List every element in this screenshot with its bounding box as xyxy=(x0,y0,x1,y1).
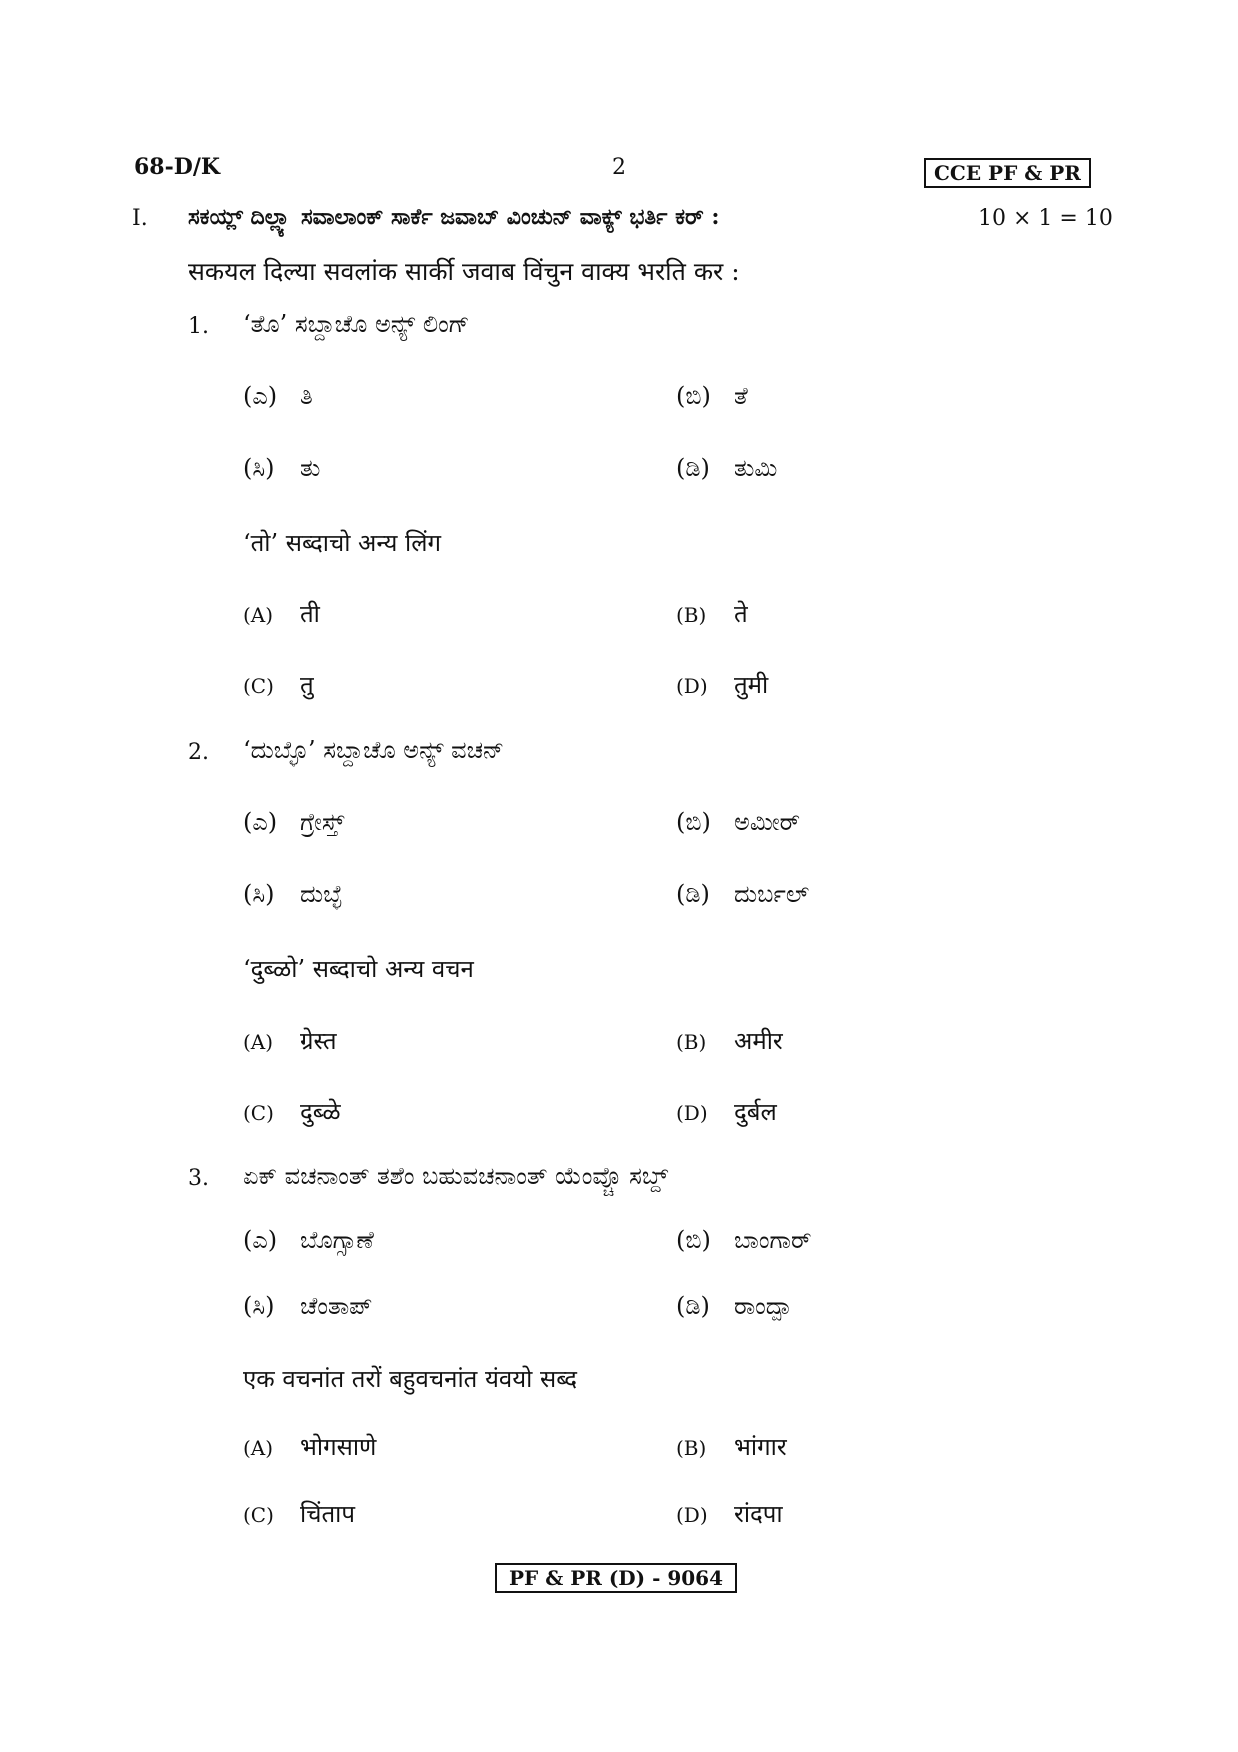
option-text: चिंताप xyxy=(300,1500,355,1528)
option-text: ती xyxy=(300,600,320,628)
option-text: तु xyxy=(300,671,314,699)
option-text: दुब्ळे xyxy=(300,1098,341,1126)
option-label: (A) xyxy=(243,603,274,627)
option-label: (ಬಿ) xyxy=(676,382,711,410)
footer-code-box: PF & PR (D) - 9064 xyxy=(495,1563,737,1593)
instruction-kannada: ಸಕಯ್ಲ್ ದಿಲ್ಲ್ಯಾ ಸವಾಲಾಂಕ್ ಸಾರ್ಕೆ ಜವಾಬ್ ವಿಂಚುನ್ ವಾಕ್ಯ್ ಭರ್ತಿ ಕರ್ : xyxy=(188,204,720,230)
option-text: ತಿ xyxy=(300,382,313,410)
option-label: (ಬಿ) xyxy=(676,808,711,836)
marks-formula: 10 × 1 = 10 xyxy=(978,206,1113,231)
option-text: दुर्बल xyxy=(734,1098,777,1126)
option-label: (C) xyxy=(243,1503,274,1527)
question-number: 1. xyxy=(188,314,209,339)
option-text: ತೆ xyxy=(734,382,748,410)
question-text-kannada: ‘ತೊ’ ಸಬ್ದಾಚೊ ಅನ್ಯ್ ಲಿಂಗ್ xyxy=(243,310,470,338)
option-label: (ಸಿ) xyxy=(243,1292,275,1320)
option-label: (ಎ) xyxy=(243,1226,278,1254)
option-label: (A) xyxy=(243,1030,274,1054)
option-label: (ಡಿ) xyxy=(676,880,710,908)
option-text: ಬಾಂಗಾರ್ xyxy=(734,1226,812,1254)
option-text: ತು xyxy=(300,454,321,482)
question-text-kannada: ಏಕ್ ವಚನಾಂತ್ ತಶೆಂ ಬಹುವಚನಾಂತ್ ಯೆಂವ್ಚೊ ಸಬ್ದ್ xyxy=(243,1162,669,1190)
option-text: भांगार xyxy=(734,1433,787,1461)
question-number: 2. xyxy=(188,740,209,765)
option-label: (ಸಿ) xyxy=(243,880,275,908)
exam-code-box: CCE PF & PR xyxy=(924,158,1091,188)
option-label: (C) xyxy=(243,674,274,698)
option-label: (D) xyxy=(676,1503,708,1527)
page-number: 2 xyxy=(612,155,626,180)
option-label: (ಬಿ) xyxy=(676,1226,711,1254)
question-text-devanagari: ‘दुब्ळो’ सब्दाचो अन्य वचन xyxy=(243,955,474,983)
option-label: (B) xyxy=(676,1030,707,1054)
option-text: ग्रेस्त xyxy=(300,1027,337,1055)
question-text-devanagari: ‘तो’ सब्दाचो अन्य लिंग xyxy=(243,529,442,557)
option-text: ದುರ್ಬಲ್ xyxy=(734,880,810,908)
option-text: तुमी xyxy=(734,671,769,699)
option-text: ಬೊಗ್ಸಾಣೆ xyxy=(300,1226,374,1254)
option-text: ತುಮಿ xyxy=(734,454,778,482)
option-label: (ಡಿ) xyxy=(676,1292,710,1320)
option-label: (C) xyxy=(243,1101,274,1125)
option-label: (A) xyxy=(243,1436,274,1460)
question-text-devanagari: एक वचनांत तरों बहुवचनांत यंवयो सब्द xyxy=(243,1365,577,1393)
question-number: 3. xyxy=(188,1166,209,1191)
option-label: (ಡಿ) xyxy=(676,454,710,482)
option-label: (ಎ) xyxy=(243,382,278,410)
instruction-devanagari: सकयल दिल्या सवलांक सार्की जवाब विंचुन वाक्य भरति कर : xyxy=(188,257,740,286)
option-label: (ಎ) xyxy=(243,808,278,836)
option-label: (ಸಿ) xyxy=(243,454,275,482)
paper-code: 68-D/K xyxy=(134,154,220,180)
option-label: (B) xyxy=(676,1436,707,1460)
option-text: रांदपा xyxy=(734,1500,783,1528)
option-label: (B) xyxy=(676,603,707,627)
option-text: ಗ್ರೇಸ್ತ್ xyxy=(300,808,345,836)
option-text: ದುಬ್ಳೆ xyxy=(300,880,342,908)
option-text: भोगसाणे xyxy=(300,1433,377,1461)
question-text-kannada: ‘ದುಬ್ಳೊ’ ಸಬ್ದಾಚೊ ಅನ್ಯ್ ವಚನ್ xyxy=(243,736,505,764)
option-text: ಚೆಂತಾಪ್ xyxy=(300,1292,373,1320)
option-label: (D) xyxy=(676,674,708,698)
option-label: (D) xyxy=(676,1101,708,1125)
section-number: I. xyxy=(132,206,148,231)
option-text: ಅಮೀರ್ xyxy=(734,808,801,836)
option-text: ते xyxy=(734,600,748,628)
option-text: ರಾಂದ್ಪಾ xyxy=(734,1292,792,1320)
option-text: अमीर xyxy=(734,1027,783,1055)
